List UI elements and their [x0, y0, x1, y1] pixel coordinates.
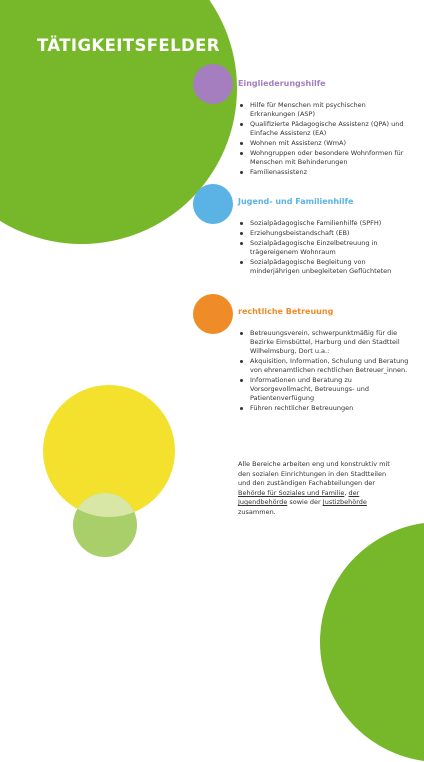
list-item: Sozialpädagogische Einzelbetreuung in trägereigenem Wohnraum — [238, 239, 410, 257]
purple-dot-icon — [193, 64, 233, 104]
list-item: Familienassistenz — [238, 168, 410, 177]
circle-overlap-area — [73, 493, 137, 517]
green-circle-bottom — [320, 522, 424, 762]
list-item: Qualifizierte Pädagogische Assistenz (QPA) und Einfache Assistenz (EA) — [238, 120, 410, 138]
list-item: Sozialpädagogische Familienhilfe (SPFH) — [238, 219, 410, 228]
orange-dot-icon — [193, 294, 233, 334]
list-item: Wohnen mit Assistenz (WmA) — [238, 139, 410, 148]
summary-text: zusammen. — [238, 507, 276, 516]
list-item: Erziehungsbeistandschaft (EB) — [238, 229, 410, 238]
list-item: Hilfe für Menschen mit psychischen Erkrankungen (ASP) — [238, 101, 410, 119]
summary-text: sowie der — [287, 498, 323, 506]
list-item: Führen rechtlicher Betreuungen — [238, 404, 410, 413]
eingliederungshilfe-list — [238, 101, 410, 178]
summary-text: Alle Bereiche arbeiten eng und konstruktiv mit den sozialen Einrichtungen in den Stadtteilen und den zuständigen Fachabteilungen der — [238, 460, 390, 487]
list-item: Wohngruppen oder besondere Wohnformen für Menschen mit Behinderungen — [238, 149, 410, 167]
list-item: Sozialpädagogische Begleitung von minderjährigen unbegleiteten Geflüchteten — [238, 258, 410, 276]
page-title: TÄTIGKEITSFELDER — [37, 36, 220, 55]
circle-overlap — [43, 385, 175, 517]
jugend-familienhilfe-list — [238, 219, 410, 277]
rechtliche-betreuung-list — [238, 329, 410, 414]
section-heading-rechtliche-betreuung: rechtliche Betreuung — [238, 307, 334, 316]
link-justizbehoerde[interactable]: Justizbehörde — [322, 498, 367, 506]
section-heading-eingliederungshilfe: Eingliederungshilfe — [238, 79, 326, 88]
list-item: Betreuungsverein, schwerpunktmäßig für die Bezirke Eimsbüttel, Harburg und den Stadtteil Wilhelmsburg, Dort u.a.: — [238, 329, 410, 356]
summary-text: , — [344, 488, 349, 497]
link-jugendbehoerde[interactable]: der Jugendbehörde — [238, 488, 360, 506]
list-item: Informationen und Beratung zu Vorsorgevollmacht, Betreuungs- und Patientenverfügung — [238, 376, 410, 403]
summary-paragraph — [238, 460, 398, 517]
blue-dot-icon — [193, 184, 233, 224]
section-heading-jugend-familienhilfe: Jugend- und Familienhilfe — [238, 197, 354, 206]
link-behoerde-soziales[interactable]: Behörde für Soziales und Familie — [238, 488, 345, 497]
list-item: Akquisition, Information, Schulung und Beratung von ehrenamtlichen rechtlichen Betreuer_innen. — [238, 357, 410, 375]
